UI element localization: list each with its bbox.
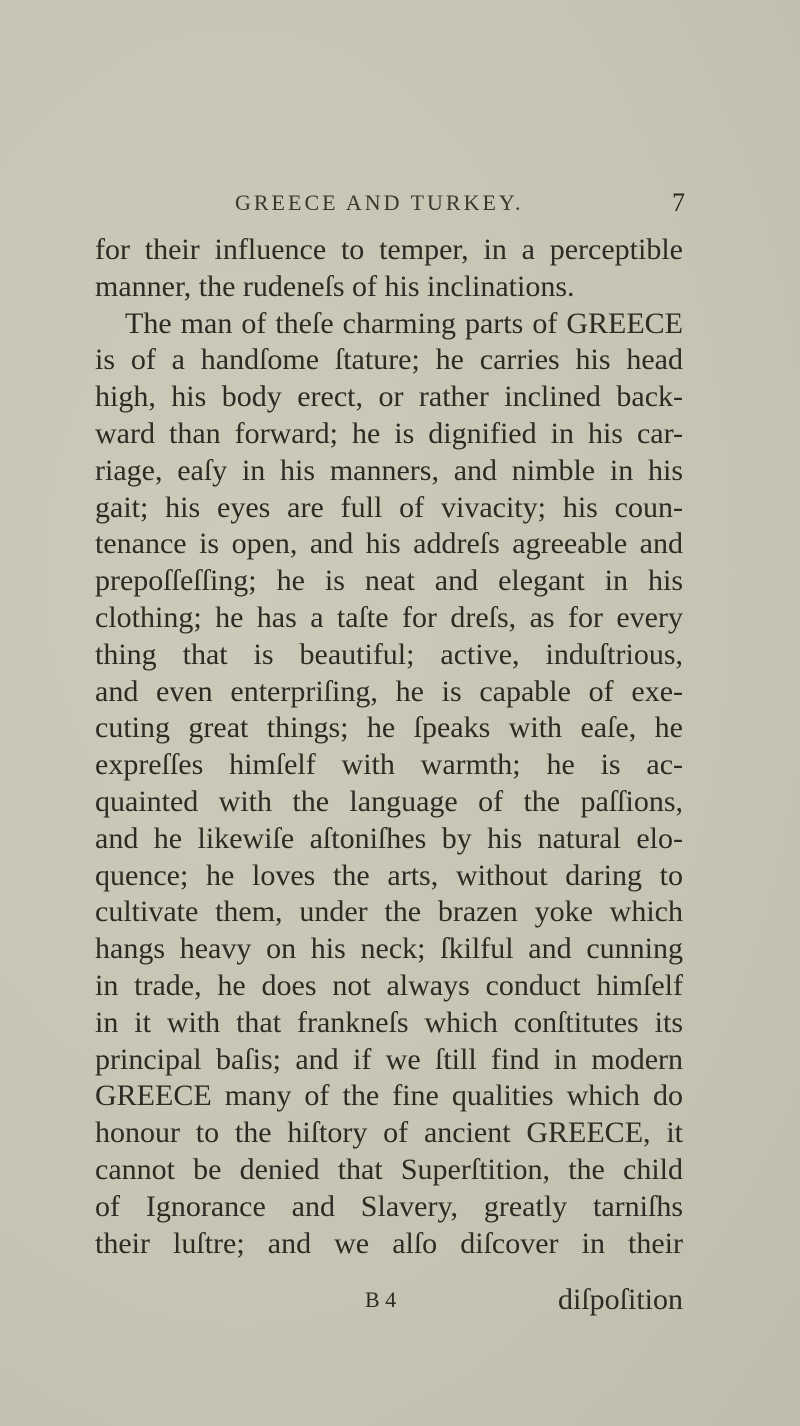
text-line: principal baſis; and if we ſtill find in modern: [95, 1042, 683, 1076]
page-footer: [95, 1282, 683, 1322]
text-line: expreſſes himſelf with warmth; he is ac-: [95, 748, 683, 782]
text-line: quence; he loves the arts, without daring to: [95, 858, 683, 892]
text-line: and even enterpriſing, he is capable of exe-: [95, 674, 683, 708]
text-line: The man of theſe charming parts of GREECE: [125, 306, 683, 340]
text-line: riage, eaſy in his manners, and nimble in his: [95, 453, 683, 487]
body-text: [95, 232, 683, 1262]
text-line: of Ignorance and Slavery, greatly tarniſhs: [95, 1189, 683, 1223]
text-line: for their influence to temper, in a perceptible: [95, 233, 683, 266]
text-line: hangs heavy on his neck; ſkilful and cunning: [95, 932, 683, 966]
text-line: cuting great things; he ſpeaks with eaſe, he: [95, 711, 683, 745]
text-line: and he likewiſe aſtoniſhes by his natural elo-: [95, 821, 683, 855]
text-line: in trade, he does not always conduct himſelf: [95, 968, 683, 1002]
text-line: clothing; he has a taſte for dreſs, as for every: [95, 600, 683, 634]
text-line: gait; his eyes are full of vivacity; his coun-: [95, 490, 683, 524]
text-line: honour to the hiſtory of ancient GREECE, it: [95, 1116, 683, 1150]
text-line: high, his body erect, or rather inclined back-: [95, 380, 683, 414]
running-title: GREECE AND TURKEY.: [235, 190, 524, 215]
text-line: in it with that frankneſs which conſtitutes its: [95, 1005, 683, 1039]
text-line: cannot be denied that Superſtition, the child: [95, 1152, 683, 1186]
page-header: [95, 190, 685, 224]
text-line: quainted with the language of the paſſions,: [95, 784, 683, 818]
signature-mark: B 4: [365, 1287, 397, 1312]
page-number: 7: [672, 188, 685, 217]
catchword: diſpoſition: [557, 1283, 683, 1316]
text-line: thing that is beautiful; active, induſtrious,: [95, 637, 683, 671]
text-line: prepoſſeſſing; he is neat and elegant in his: [95, 564, 683, 598]
text-line: cultivate them, under the brazen yoke which: [95, 895, 683, 929]
text-line: ward than forward; he is dignified in his car-: [95, 416, 683, 450]
text-line: tenance is open, and his addreſs agreeable and: [95, 527, 683, 561]
text-line: is of a handſome ſtature; he carries his head: [95, 343, 683, 377]
text-line: manner, the rudeneſs of his inclinations.: [95, 269, 575, 303]
text-line: their luſtre; and we alſo diſcover in their: [95, 1226, 683, 1260]
text-line: GREECE many of the fine qualities which do: [95, 1079, 683, 1113]
